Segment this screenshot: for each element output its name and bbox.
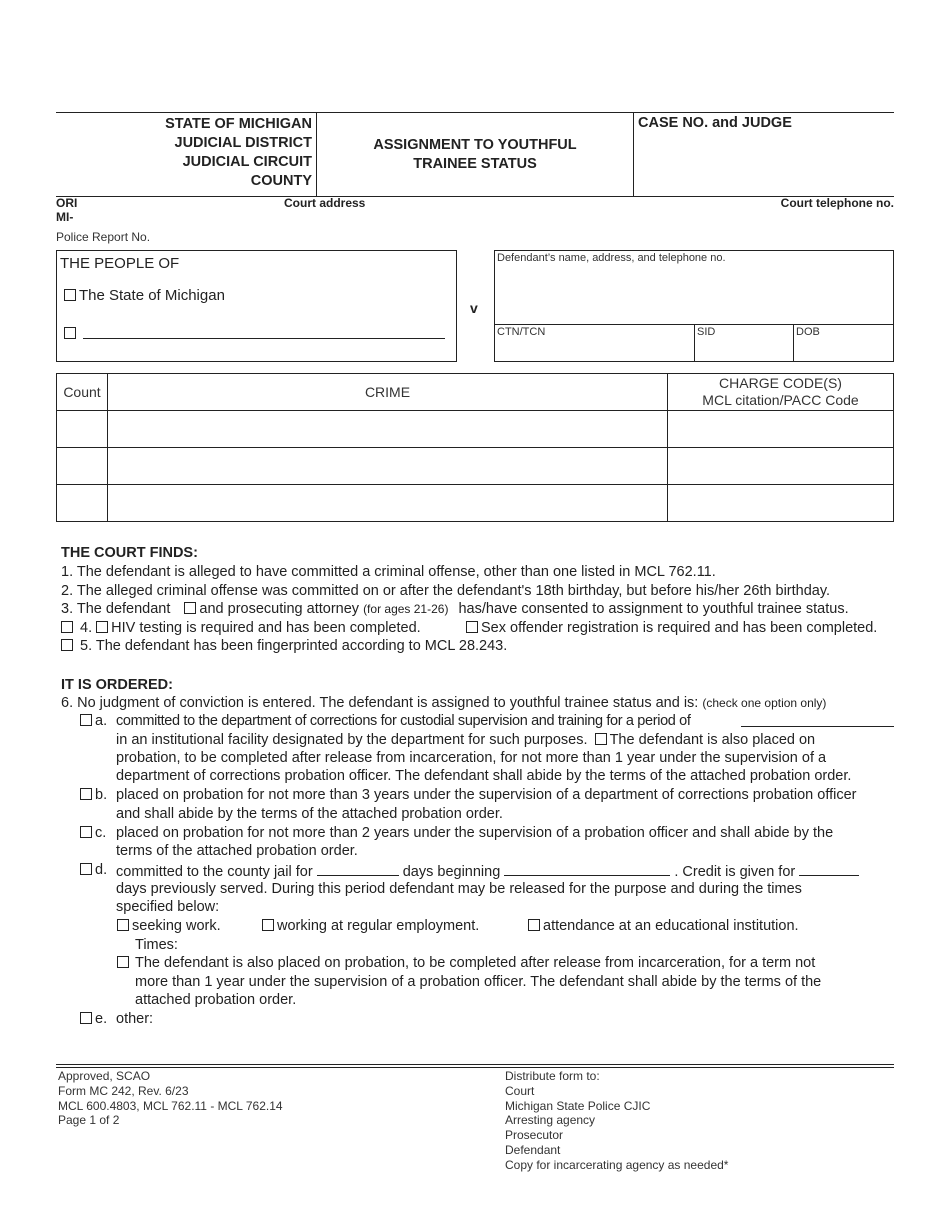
case-no-label: CASE NO. and JUDGE xyxy=(638,115,792,131)
state-of-michigan-option[interactable] xyxy=(64,287,225,306)
order-item-6-note: (check one option only) xyxy=(702,696,827,710)
count-cell[interactable] xyxy=(57,411,108,448)
option-b-checkbox[interactable] xyxy=(80,788,92,800)
prosecutor-consent-checkbox[interactable] xyxy=(184,602,196,614)
charge-code-header xyxy=(668,374,894,411)
option-a-line4: department of corrections probation officer. The defendant shall abide by the terms of the attached probation order. xyxy=(116,768,852,784)
dob-label: DOB xyxy=(796,326,820,338)
distribution-court: Court xyxy=(505,1083,535,1098)
release-education xyxy=(528,917,799,936)
option-e-label: e. xyxy=(95,1011,108,1027)
finding-5-text: 5. The defendant has been fingerprinted according to MCL 28.243. xyxy=(80,638,508,654)
option-a-period-line[interactable] xyxy=(741,726,894,727)
option-a-line2 xyxy=(116,731,815,750)
distribution-defendant: Defendant xyxy=(505,1142,561,1157)
court-state: STATE OF MICHIGAN xyxy=(165,116,312,132)
people-of-label: THE PEOPLE OF xyxy=(60,255,180,272)
police-report-label: Police Report No. xyxy=(56,230,151,244)
finding-4 xyxy=(61,619,421,638)
education-checkbox[interactable] xyxy=(528,919,540,931)
option-d-text2: days beginning xyxy=(402,864,501,880)
option-a-marker xyxy=(80,712,107,731)
charge-code-header-line1: CHARGE CODE(S) xyxy=(719,375,842,391)
option-c-label: c. xyxy=(95,825,107,841)
distribution-msp: Michigan State Police CJIC xyxy=(505,1098,651,1113)
hiv-testing-checkbox[interactable] xyxy=(96,621,108,633)
ori-label: ORI xyxy=(56,196,78,210)
court-address-label: Court address xyxy=(284,196,366,210)
jail-start-date-field[interactable] xyxy=(504,861,670,876)
footer-approved: Approved, SCAO xyxy=(58,1069,151,1083)
ctn-label: CTN/TCN xyxy=(497,326,546,338)
form-title xyxy=(317,136,633,174)
footer-distribution xyxy=(505,1069,728,1173)
other-plaintiff-checkbox[interactable] xyxy=(64,327,76,339)
plaintiff-box xyxy=(56,250,457,362)
option-d-prob-line2: more than 1 year under the supervision of a probation officer. The defendant shall abide by the terms of the xyxy=(135,974,822,990)
order-item-6-text: 6. No judgment of conviction is entered. The defendant is assigned to youthful trainee status and is: xyxy=(61,695,699,711)
sex-offender-label: Sex offender registration is required and has been completed. xyxy=(481,620,878,636)
charge-code-cell[interactable] xyxy=(668,448,894,485)
credit-days-field[interactable] xyxy=(799,861,859,876)
finding-3-age-note: (for ages 21-26) xyxy=(363,602,449,616)
hiv-testing-label: HIV testing is required and has been completed. xyxy=(111,620,421,636)
count-cell[interactable] xyxy=(57,485,108,522)
option-d-line2: days previously served. During this period defendant may be released for the purpose and during the times xyxy=(116,881,802,897)
distribution-heading: Distribute form to: xyxy=(505,1069,600,1083)
charge-code-cell[interactable] xyxy=(668,485,894,522)
finding-3-text-a: 3. The defendant xyxy=(61,601,171,617)
distribution-arresting: Arresting agency xyxy=(505,1113,596,1128)
option-a-text2: in an institutional facility designated by the department for such purposes. xyxy=(116,732,588,748)
option-d-probation-checkbox[interactable] xyxy=(117,956,129,968)
crime-table-header xyxy=(57,374,894,411)
finding-2: 2. The alleged criminal offense was committed on or after the defendant's 18th birthday, but before his/her 26th birthday. xyxy=(61,583,831,599)
defendant-info-label: Defendant’s name, address, and telephone no. xyxy=(497,252,726,264)
finding-1: 1. The defendant is alleged to have committed a criminal offense, other than one listed in MCL 762.11. xyxy=(61,564,716,580)
court-identification xyxy=(165,115,312,191)
state-of-michigan-checkbox[interactable] xyxy=(64,289,76,301)
court-circuit: JUDICIAL CIRCUIT xyxy=(182,154,312,170)
finding-3-text-b: and prosecuting attorney xyxy=(199,601,360,617)
footer-left xyxy=(58,1069,283,1128)
court-finds-heading: THE COURT FINDS: xyxy=(61,545,198,561)
option-a-also-label: The defendant is also placed on xyxy=(609,732,816,748)
court-telephone-label: Court telephone no. xyxy=(780,196,894,210)
option-c-line2: terms of the attached probation order. xyxy=(116,843,358,859)
finding-3-text-c: has/have consented to assignment to youthful trainee status. xyxy=(458,601,849,617)
charge-code-cell[interactable] xyxy=(668,411,894,448)
header-divider-right xyxy=(633,113,634,196)
option-d-prob-line3: attached probation order. xyxy=(135,992,297,1008)
sex-offender-checkbox[interactable] xyxy=(466,621,478,633)
crime-header: CRIME xyxy=(108,374,668,411)
sid-divider xyxy=(694,324,695,361)
option-a-checkbox[interactable] xyxy=(80,714,92,726)
option-a-line3: probation, to be completed after release from incarceration, for not more than 1 year under the supervision of a xyxy=(116,750,827,766)
option-d-checkbox[interactable] xyxy=(80,863,92,875)
sid-label: SID xyxy=(697,326,716,338)
mi-label: MI- xyxy=(56,210,74,224)
crime-table xyxy=(56,373,894,522)
finding-4-number: 4. xyxy=(80,620,93,636)
defendant-box xyxy=(494,250,894,362)
option-c-line1: placed on probation for not more than 2 years under the supervision of a probation officer and shall abide by the xyxy=(116,825,834,841)
option-a-line1 xyxy=(116,712,691,731)
form-title-line2: TRAINEE STATUS xyxy=(413,156,537,172)
distribution-prosecutor: Prosecutor xyxy=(505,1128,564,1143)
finding-5 xyxy=(61,637,507,656)
seeking-work-label: seeking work. xyxy=(132,918,221,934)
finding-5-checkbox[interactable] xyxy=(61,639,73,651)
versus-label: v xyxy=(470,300,478,316)
option-d-probation-checkbox-wrap xyxy=(117,954,132,973)
jail-days-field[interactable] xyxy=(317,861,399,876)
finding-4-checkbox[interactable] xyxy=(61,621,73,633)
footer-rule-top xyxy=(56,1064,894,1065)
seeking-work-checkbox[interactable] xyxy=(117,919,129,931)
dob-divider xyxy=(793,324,794,361)
release-employment xyxy=(262,917,479,936)
option-a-probation-checkbox[interactable] xyxy=(595,733,607,745)
option-d-marker xyxy=(80,861,107,880)
option-e-marker xyxy=(80,1010,107,1029)
option-d-line1 xyxy=(116,861,859,882)
table-row[interactable] xyxy=(57,485,894,522)
option-d-line3: specified below: xyxy=(116,899,220,915)
option-e-text: other: xyxy=(116,1011,154,1027)
employment-label: working at regular employment. xyxy=(277,918,480,934)
other-plaintiff-line[interactable] xyxy=(83,338,445,339)
court-district: JUDICIAL DISTRICT xyxy=(174,135,312,151)
option-d-text3: . Credit is given for xyxy=(674,864,796,880)
distribution-incarcerating: Copy for incarcerating agency as needed* xyxy=(505,1157,729,1172)
state-of-michigan-label: The State of Michigan xyxy=(79,287,225,304)
crime-cell[interactable] xyxy=(108,485,668,522)
other-plaintiff-option[interactable] xyxy=(64,325,79,343)
footer-form-number: Form MC 242, Rev. 6/23 xyxy=(58,1083,189,1098)
table-row[interactable] xyxy=(57,411,894,448)
count-header: Count xyxy=(57,374,108,411)
option-a-label: a. xyxy=(95,713,108,729)
option-b-label: b. xyxy=(95,787,108,803)
option-d-text1: committed to the county jail for xyxy=(116,864,313,880)
form-title-line1: ASSIGNMENT TO YOUTHFUL xyxy=(373,137,577,153)
option-b-line2: and shall abide by the terms of the attached probation order. xyxy=(116,806,503,822)
charge-code-header-line2: MCL citation/PACC Code xyxy=(702,392,859,408)
education-label: attendance at an educational institution. xyxy=(543,918,799,934)
footer-page: Page 1 of 2 xyxy=(58,1113,120,1128)
count-cell[interactable] xyxy=(57,448,108,485)
option-b-marker xyxy=(80,786,107,805)
employment-checkbox[interactable] xyxy=(262,919,274,931)
option-b-line1: placed on probation for not more than 3 years under the supervision of a department of corrections probation officer xyxy=(116,787,857,803)
release-seeking-work xyxy=(117,917,221,936)
option-c-marker xyxy=(80,824,106,843)
crime-cell[interactable] xyxy=(108,448,668,485)
finding-3 xyxy=(61,600,849,619)
option-a-text1: committed to the department of corrections for custodial supervision and training for a period of xyxy=(116,713,691,729)
form-header xyxy=(56,112,894,197)
option-c-checkbox[interactable] xyxy=(80,826,92,838)
crime-cell[interactable] xyxy=(108,411,668,448)
table-row[interactable] xyxy=(57,448,894,485)
ordered-heading: IT IS ORDERED: xyxy=(61,677,173,693)
times-label: Times: xyxy=(135,937,178,953)
option-e-checkbox[interactable] xyxy=(80,1012,92,1024)
option-d-prob-line1: The defendant is also placed on probation, to be completed after release from incarceration, for a term not xyxy=(135,955,816,971)
court-county: COUNTY xyxy=(250,173,312,189)
sex-offender-option xyxy=(466,619,877,638)
footer-rule-bottom xyxy=(56,1067,894,1068)
footer-mcl: MCL 600.4803, MCL 762.11 - MCL 762.14 xyxy=(58,1098,283,1113)
order-item-6 xyxy=(61,694,826,713)
option-d-label: d. xyxy=(95,862,108,878)
